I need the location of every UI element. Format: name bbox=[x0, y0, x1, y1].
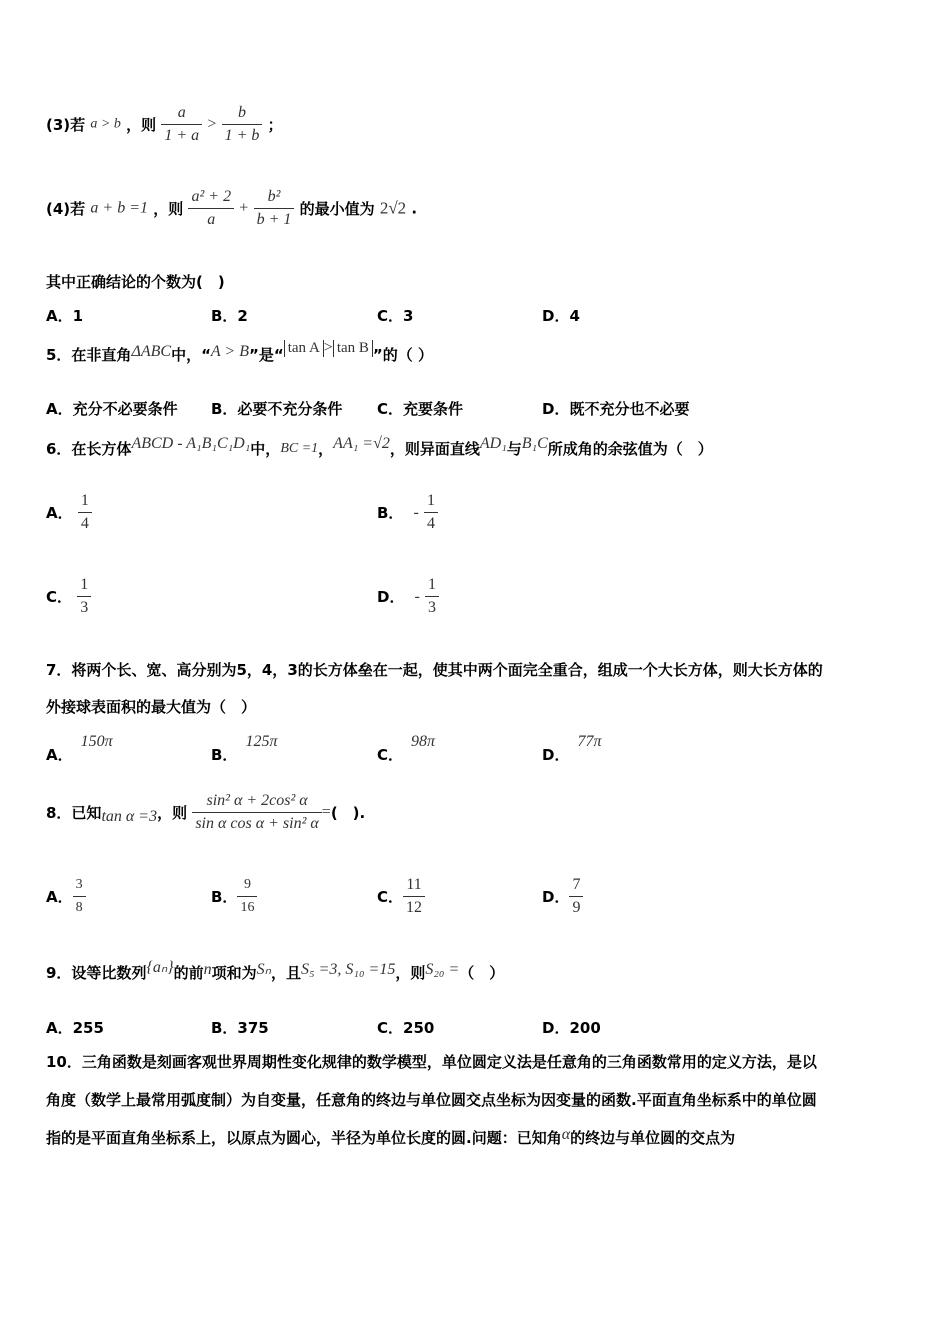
q5-option-d[interactable]: D．既不充分也不必要 bbox=[542, 400, 690, 418]
q9-stem-a: 9．设等比数列 bbox=[46, 964, 147, 982]
item-3-condition: a > b bbox=[90, 116, 121, 132]
item-4-fraction-2: $\frac{\text{b²}}{b + 1}$ bbox=[254, 186, 295, 231]
item-4-then: ，则 bbox=[153, 200, 184, 218]
q5-abs-tan-b: tan B bbox=[333, 340, 373, 357]
q7-option-c-value: 98π bbox=[411, 733, 436, 750]
q6-stem-e: 所成角的余弦值为（ ） bbox=[547, 440, 713, 458]
q6-stem-a: 6．在长方体 bbox=[46, 440, 132, 458]
q7-option-d-value: 77π bbox=[577, 733, 602, 750]
q7-option-a-value: 150π bbox=[80, 733, 113, 750]
q6-bc: BC =1 bbox=[280, 441, 319, 456]
q8-option-b[interactable] bbox=[211, 874, 257, 919]
summary-question: 其中正确结论的个数为( ) bbox=[46, 273, 225, 291]
q5-option-c[interactable]: C．充要条件 bbox=[377, 400, 464, 418]
q8-stem-a: 8．已知 bbox=[46, 804, 102, 822]
q6-option-a-label: A． bbox=[46, 504, 73, 522]
q9-sequence: {aₙ} bbox=[146, 959, 174, 976]
q8-option-d-fraction: $\frac{7}{9}$ bbox=[569, 874, 583, 919]
q6-option-a[interactable] bbox=[46, 490, 92, 535]
q9-option-a[interactable]: A．255 bbox=[46, 1019, 104, 1037]
question-10-line-3 bbox=[46, 1127, 735, 1148]
q5-gt: > bbox=[323, 339, 333, 356]
q9-n: n bbox=[203, 961, 212, 978]
q9-stem-e: ，则 bbox=[395, 964, 426, 982]
q6-option-d[interactable] bbox=[377, 574, 439, 619]
question-10-line-1: 10．三角函数是刻画客观世界周期性变化规律的数学模型，单位圆定义法是任意角的三角函数常用的定义方法，是以 bbox=[46, 1053, 817, 1071]
q9-option-b[interactable]: B．375 bbox=[211, 1019, 269, 1037]
q7-option-d-label: D． bbox=[542, 746, 570, 764]
q8-option-a-label: A． bbox=[46, 888, 73, 906]
q5-stem-b: 中，“ bbox=[171, 346, 211, 364]
q9-given: S₅ =3, S₁₀ =15 bbox=[301, 961, 396, 978]
q6-solid: ABCD - A₁B₁C₁D₁ bbox=[131, 435, 251, 452]
q5-option-a[interactable]: A．充分不必要条件 bbox=[46, 400, 178, 418]
q9-option-d[interactable]: D．200 bbox=[542, 1019, 601, 1037]
question-8 bbox=[46, 790, 365, 835]
q9-stem-d: ，且 bbox=[271, 964, 302, 982]
item-4-value: 2√2 bbox=[379, 198, 407, 218]
q9-stem-c: 项和为 bbox=[211, 964, 257, 982]
q7-option-d[interactable] bbox=[542, 730, 602, 764]
q8-option-a[interactable] bbox=[46, 874, 86, 919]
question-9 bbox=[46, 959, 505, 983]
q6-option-b-sign: - bbox=[413, 503, 419, 521]
q6-stem-c: ，则异面直线 bbox=[389, 440, 480, 458]
q9-ask: S₂₀ = bbox=[425, 961, 460, 978]
q4-option-c[interactable]: C．3 bbox=[377, 307, 414, 325]
q7-option-b-label: B． bbox=[211, 746, 238, 764]
q6-option-c[interactable] bbox=[46, 574, 91, 619]
q8-option-c-fraction: $\frac{11}{12}$ bbox=[403, 874, 425, 919]
item-3-label: (3)若 bbox=[46, 116, 86, 134]
q8-option-d-label: D． bbox=[542, 888, 570, 906]
q8-option-c-label: C． bbox=[377, 888, 404, 906]
item-4-text: 的最小值为 bbox=[299, 200, 375, 218]
q6-option-d-sign: - bbox=[414, 587, 420, 605]
q9-stem-b: 的前 bbox=[173, 964, 204, 982]
q10-line-3-a: 指的是平面直角坐标系上，以原点为圆心，半径为单位长度的圆.问题：已知角 bbox=[46, 1129, 562, 1147]
item-3-gt: > bbox=[207, 115, 217, 133]
q5-option-b[interactable]: B．必要不充分条件 bbox=[211, 400, 343, 418]
item-4-plus: + bbox=[239, 199, 249, 217]
item-3-then: ，则 bbox=[126, 116, 157, 134]
q4-option-d[interactable]: D．4 bbox=[542, 307, 580, 325]
q5-stem-a: 5．在非直角 bbox=[46, 346, 132, 364]
q5-stem-d: ”的（ ） bbox=[372, 346, 434, 364]
q8-stem-c: ( ). bbox=[330, 804, 366, 822]
question-5 bbox=[46, 339, 434, 365]
item-4 bbox=[46, 186, 417, 231]
q6-option-d-fraction: $\frac{1}{3}$ bbox=[425, 574, 439, 619]
q8-option-b-fraction: $\frac{9}{16}$ bbox=[237, 874, 257, 919]
q6-b1c: B₁C bbox=[521, 435, 548, 452]
question-6 bbox=[46, 435, 713, 459]
q7-option-a[interactable] bbox=[46, 730, 113, 764]
q4-option-a[interactable]: A．1 bbox=[46, 307, 84, 325]
question-7-line-2: 外接球表面积的最大值为（ ） bbox=[46, 698, 257, 716]
q4-option-b[interactable]: B．2 bbox=[211, 307, 248, 325]
q5-condition: A > B bbox=[210, 343, 249, 360]
q8-option-a-fraction: $\frac{3}{8}$ bbox=[73, 874, 86, 919]
q6-option-b[interactable] bbox=[377, 490, 438, 535]
item-3-end: ； bbox=[267, 116, 283, 134]
q6-option-c-label: C． bbox=[46, 588, 73, 606]
q8-equals: = bbox=[321, 803, 331, 821]
q10-alpha: α bbox=[561, 1126, 571, 1143]
q7-option-b[interactable] bbox=[211, 730, 278, 764]
q6-aa: AA₁ =√2 bbox=[333, 435, 390, 452]
q8-option-c[interactable] bbox=[377, 874, 425, 919]
q6-option-b-label: B． bbox=[377, 504, 404, 522]
q7-option-a-label: A． bbox=[46, 746, 73, 764]
item-3-fraction-1: $\frac{a}{1 + a}$ bbox=[161, 102, 202, 147]
q8-option-b-label: B． bbox=[211, 888, 238, 906]
q5-stem-c: ”是“ bbox=[248, 346, 284, 364]
item-4-condition: a + b =1 bbox=[90, 199, 148, 217]
q8-fraction: $\frac{\text{sin² α + 2cos² α}}{\text{sin α cos α + sin² α}}$ bbox=[192, 790, 321, 835]
q6-option-b-fraction: $\frac{1}{4}$ bbox=[424, 490, 438, 535]
q6-stem-d: 与 bbox=[506, 440, 522, 458]
q7-option-c[interactable] bbox=[377, 730, 436, 764]
q7-option-c-label: C． bbox=[377, 746, 404, 764]
q7-option-b-value: 125π bbox=[245, 733, 278, 750]
item-3 bbox=[46, 102, 283, 147]
q9-option-c[interactable]: C．250 bbox=[377, 1019, 435, 1037]
q6-ad: AD₁ bbox=[479, 435, 507, 452]
q5-abs-tan-a: tan A bbox=[284, 340, 324, 357]
q10-line-3-b: 的终边与单位圆的交点为 bbox=[570, 1129, 736, 1147]
q5-triangle: ΔABC bbox=[131, 343, 172, 360]
q8-option-d[interactable] bbox=[542, 874, 583, 919]
q6-option-d-label: D． bbox=[377, 588, 405, 606]
q6-stem-b: 中， bbox=[250, 440, 281, 458]
q9-stem-f: （ ） bbox=[459, 964, 505, 982]
question-7-line-1: 7．将两个长、宽、高分别为5，4，3的长方体垒在一起，使其中两个面完全重合，组成一个大长方体，则大长方体的 bbox=[46, 661, 823, 679]
item-4-fraction-1: $\frac{\text{a² + 2}}{a}$ bbox=[188, 186, 234, 231]
item-4-end: . bbox=[411, 199, 418, 218]
q6-option-c-fraction: $\frac{1}{3}$ bbox=[77, 574, 91, 619]
q8-condition: tan α =3 bbox=[101, 807, 158, 825]
item-4-label: (4)若 bbox=[46, 200, 86, 218]
q8-stem-b: ，则 bbox=[157, 804, 188, 822]
q9-sn: Sₙ bbox=[256, 961, 272, 978]
question-10-line-2: 角度（数学上最常用弧度制）为自变量，任意角的终边与单位圆交点坐标为因变量的函数.平面直角坐标系中的单位圆 bbox=[46, 1091, 817, 1109]
q6-comma: ， bbox=[318, 440, 334, 458]
item-3-fraction-2: $\frac{b}{1 + b}$ bbox=[222, 102, 263, 147]
q6-option-a-fraction: $\frac{1}{4}$ bbox=[78, 490, 92, 535]
